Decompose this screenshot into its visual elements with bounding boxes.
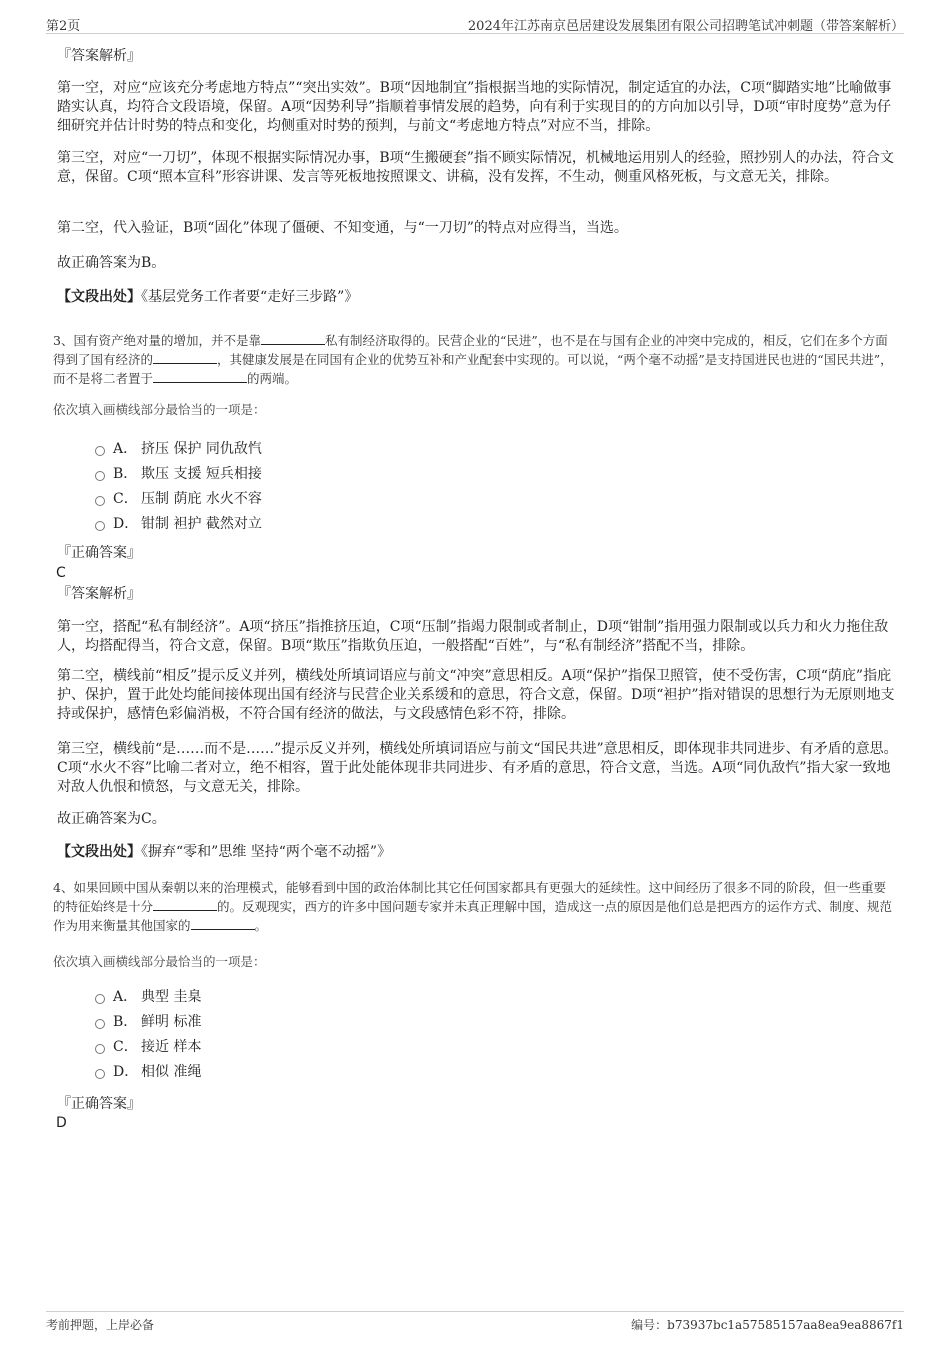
radio-icon[interactable] [95, 1044, 105, 1054]
option-text: 压制 荫庇 水火不容 [141, 491, 262, 507]
options-list [95, 437, 898, 537]
question-prompt: 依次填入画横线部分最恰当的一项是： [53, 402, 266, 417]
source-label: 【文段出处】 [57, 844, 141, 860]
question-3-stem [53, 331, 898, 388]
option-text: 典型 圭臬 [141, 989, 202, 1005]
stem-text: 的。反观现实，西方的许多中国问题专家并未真正理解中国，造成这一点的原因是他们总是把西方的运作方式、制度、规范作为用来衡量其他国家的 [53, 899, 893, 933]
option-letter: A． [113, 989, 138, 1005]
radio-icon[interactable] [95, 1069, 105, 1079]
source-text: 《基层党务工作者要“走好三步路”》 [141, 289, 359, 305]
radio-icon[interactable] [95, 471, 105, 481]
option-c[interactable] [95, 487, 898, 512]
options-list [95, 985, 898, 1085]
option-b[interactable] [95, 462, 898, 487]
stem-text: 4、如果回顾中国从秦朝以来的治理模式，能够看到中国的政治体制比其它任何国家都具有更强大的延续性。这中间经历了很多不同的阶段，但一些重要的特征始终是十分 [53, 880, 886, 914]
analysis-label: 『答案解析』 [57, 586, 141, 602]
option-text: 钳制 袒护 截然对立 [141, 516, 262, 532]
blank-1 [153, 898, 217, 911]
correct-answer-label: 『正确答案』 [57, 545, 141, 561]
option-a[interactable] [95, 985, 898, 1010]
document-id: 编号：b73937bc1a57585157aa8ea9ea8867f1 [631, 1318, 904, 1332]
page-footer [46, 1311, 904, 1334]
source-label: 【文段出处】 [57, 289, 141, 305]
radio-icon[interactable] [95, 521, 105, 531]
analysis-label: 『答案解析』 [57, 48, 141, 64]
radio-icon[interactable] [95, 496, 105, 506]
option-letter: C． [113, 491, 138, 507]
option-letter: A． [113, 441, 138, 457]
analysis-paragraph: 第三空，横线前“是……而不是……”提示反义并列，横线处所填词语应与前文“国民共进”意思相反，即体现非共同进步、有矛盾的意思。C项“水火不容”比喻二者对立，绝不相容，置于此处能体现非共同进步、有矛盾的意思，符合文意，当选。A项“同仇敌忾”指大家一致地对敌人仇恨和愤怒，与文意无关，排除。 [57, 741, 898, 795]
analysis-paragraph: 第一空，对应“应该充分考虑地方特点”“突出实效”。B项“因地制宜”指根据当地的实际情况，制定适宜的办法，C项“脚踏实地”比喻做事踏实认真，均符合文段语境，保留。A项“因势利导”指顺着事情发展的趋势，向有利于实现目的的方向加以引导，D项“审时度势”意为仔细研究并估计时势的特点和变化，均侧重对时势的预判，与前文“考虑地方特点”对应不当，排除。 [57, 80, 892, 134]
option-c[interactable] [95, 1035, 898, 1060]
stem-text: ，其健康发展是在同国有企业的优势互补和产业配套中实现的。可以说，“两个毫不动摇”是支持国进民也进的“国民共进”，而不是将二者置于 [53, 352, 893, 386]
footer-slogan: 考前押题，上岸必备 [46, 1318, 155, 1332]
question-prompt: 依次填入画横线部分最恰当的一项是： [53, 954, 266, 969]
option-letter: B． [113, 1014, 138, 1030]
option-d[interactable] [95, 512, 898, 537]
source-text: 《摒弃“零和”思维 坚持“两个毫不动摇”》 [141, 844, 392, 860]
blank-2 [153, 351, 217, 364]
option-letter: B． [113, 466, 138, 482]
stem-text: 。 [254, 918, 268, 933]
source-citation [57, 842, 898, 862]
analysis-paragraph: 第三空，对应“一刀切”，体现不根据实际情况办事，B项“生搬硬套”指不顾实际情况，机械地运用别人的经验，照抄别人的办法，符合文意，保留。C项“照本宣科”形容讲课、发言等死板地按照课文、讲稿，没有发挥，不生动，侧重风格死板，与文意无关，排除。 [57, 150, 894, 185]
option-letter: D． [113, 1064, 139, 1080]
correct-answer-label: 『正确答案』 [57, 1096, 141, 1112]
option-b[interactable] [95, 1010, 898, 1035]
blank-3 [153, 370, 247, 383]
option-text: 接近 样本 [141, 1039, 202, 1055]
document-title: 2024年江苏南京邑居建设发展集团有限公司招聘笔试冲刺题（带答案解析） [467, 19, 904, 34]
radio-icon[interactable] [95, 994, 105, 1004]
stem-text: 的两端。 [247, 371, 298, 386]
option-text: 挤压 保护 同仇敌忾 [141, 441, 262, 457]
source-citation [57, 287, 898, 307]
stem-text: 私有制经济取得的。民营企业的“民进”，也不是在与国有企业的冲突中完成的，相反，它们在多个方面得到了国有经济的 [53, 333, 888, 367]
option-letter: D． [113, 516, 139, 532]
option-text: 欺压 支援 短兵相接 [141, 466, 262, 482]
option-a[interactable] [95, 437, 898, 462]
option-d[interactable] [95, 1060, 898, 1085]
option-text: 相似 准绳 [141, 1064, 202, 1080]
option-text: 鲜明 标准 [141, 1014, 202, 1030]
radio-icon[interactable] [95, 1019, 105, 1029]
conclusion: 故正确答案为B。 [57, 255, 166, 271]
blank-1 [261, 332, 325, 345]
question-4-stem [53, 878, 898, 935]
stem-text: 3、国有资产绝对量的增加，并不是靠 [53, 333, 261, 348]
conclusion: 故正确答案为C。 [57, 811, 166, 827]
analysis-paragraph: 第二空，横线前“相反”提示反义并列，横线处所填词语应与前文“冲突”意思相反。A项“保护”指保卫照管，使不受伤害，C项“荫庇”指庇护、保护，置于此处均能间接体现出国有经济与民营企业关系缓和的意思，符合文意，保留。D项“袒护”指对错误的思想行为无原则地支持或保护，感情色彩偏消极，不符合国有经济的做法，与文段感情色彩不符，排除。 [57, 668, 895, 722]
radio-icon[interactable] [95, 446, 105, 456]
correct-answer: C [56, 565, 66, 581]
analysis-paragraph: 第一空，搭配“私有制经济”。A项“挤压”指推挤压迫，C项“压制”指竭力限制或者制止，D项“钳制”指用强力限制或以兵力和火力拖住敌人，均搭配得当，符合文意，保留。B项“欺压”指欺负压迫，一般搭配“百姓”，与“私有制经济”搭配不当，排除。 [57, 619, 889, 654]
option-letter: C． [113, 1039, 138, 1055]
page-header [46, 13, 904, 34]
page-number: 第2页 [46, 19, 81, 34]
blank-2 [191, 917, 255, 930]
analysis-paragraph: 第二空，代入验证，B项“固化”体现了僵硬、不知变通，与“一刀切”的特点对应得当，当选。 [57, 220, 628, 236]
correct-answer: D [56, 1115, 67, 1131]
